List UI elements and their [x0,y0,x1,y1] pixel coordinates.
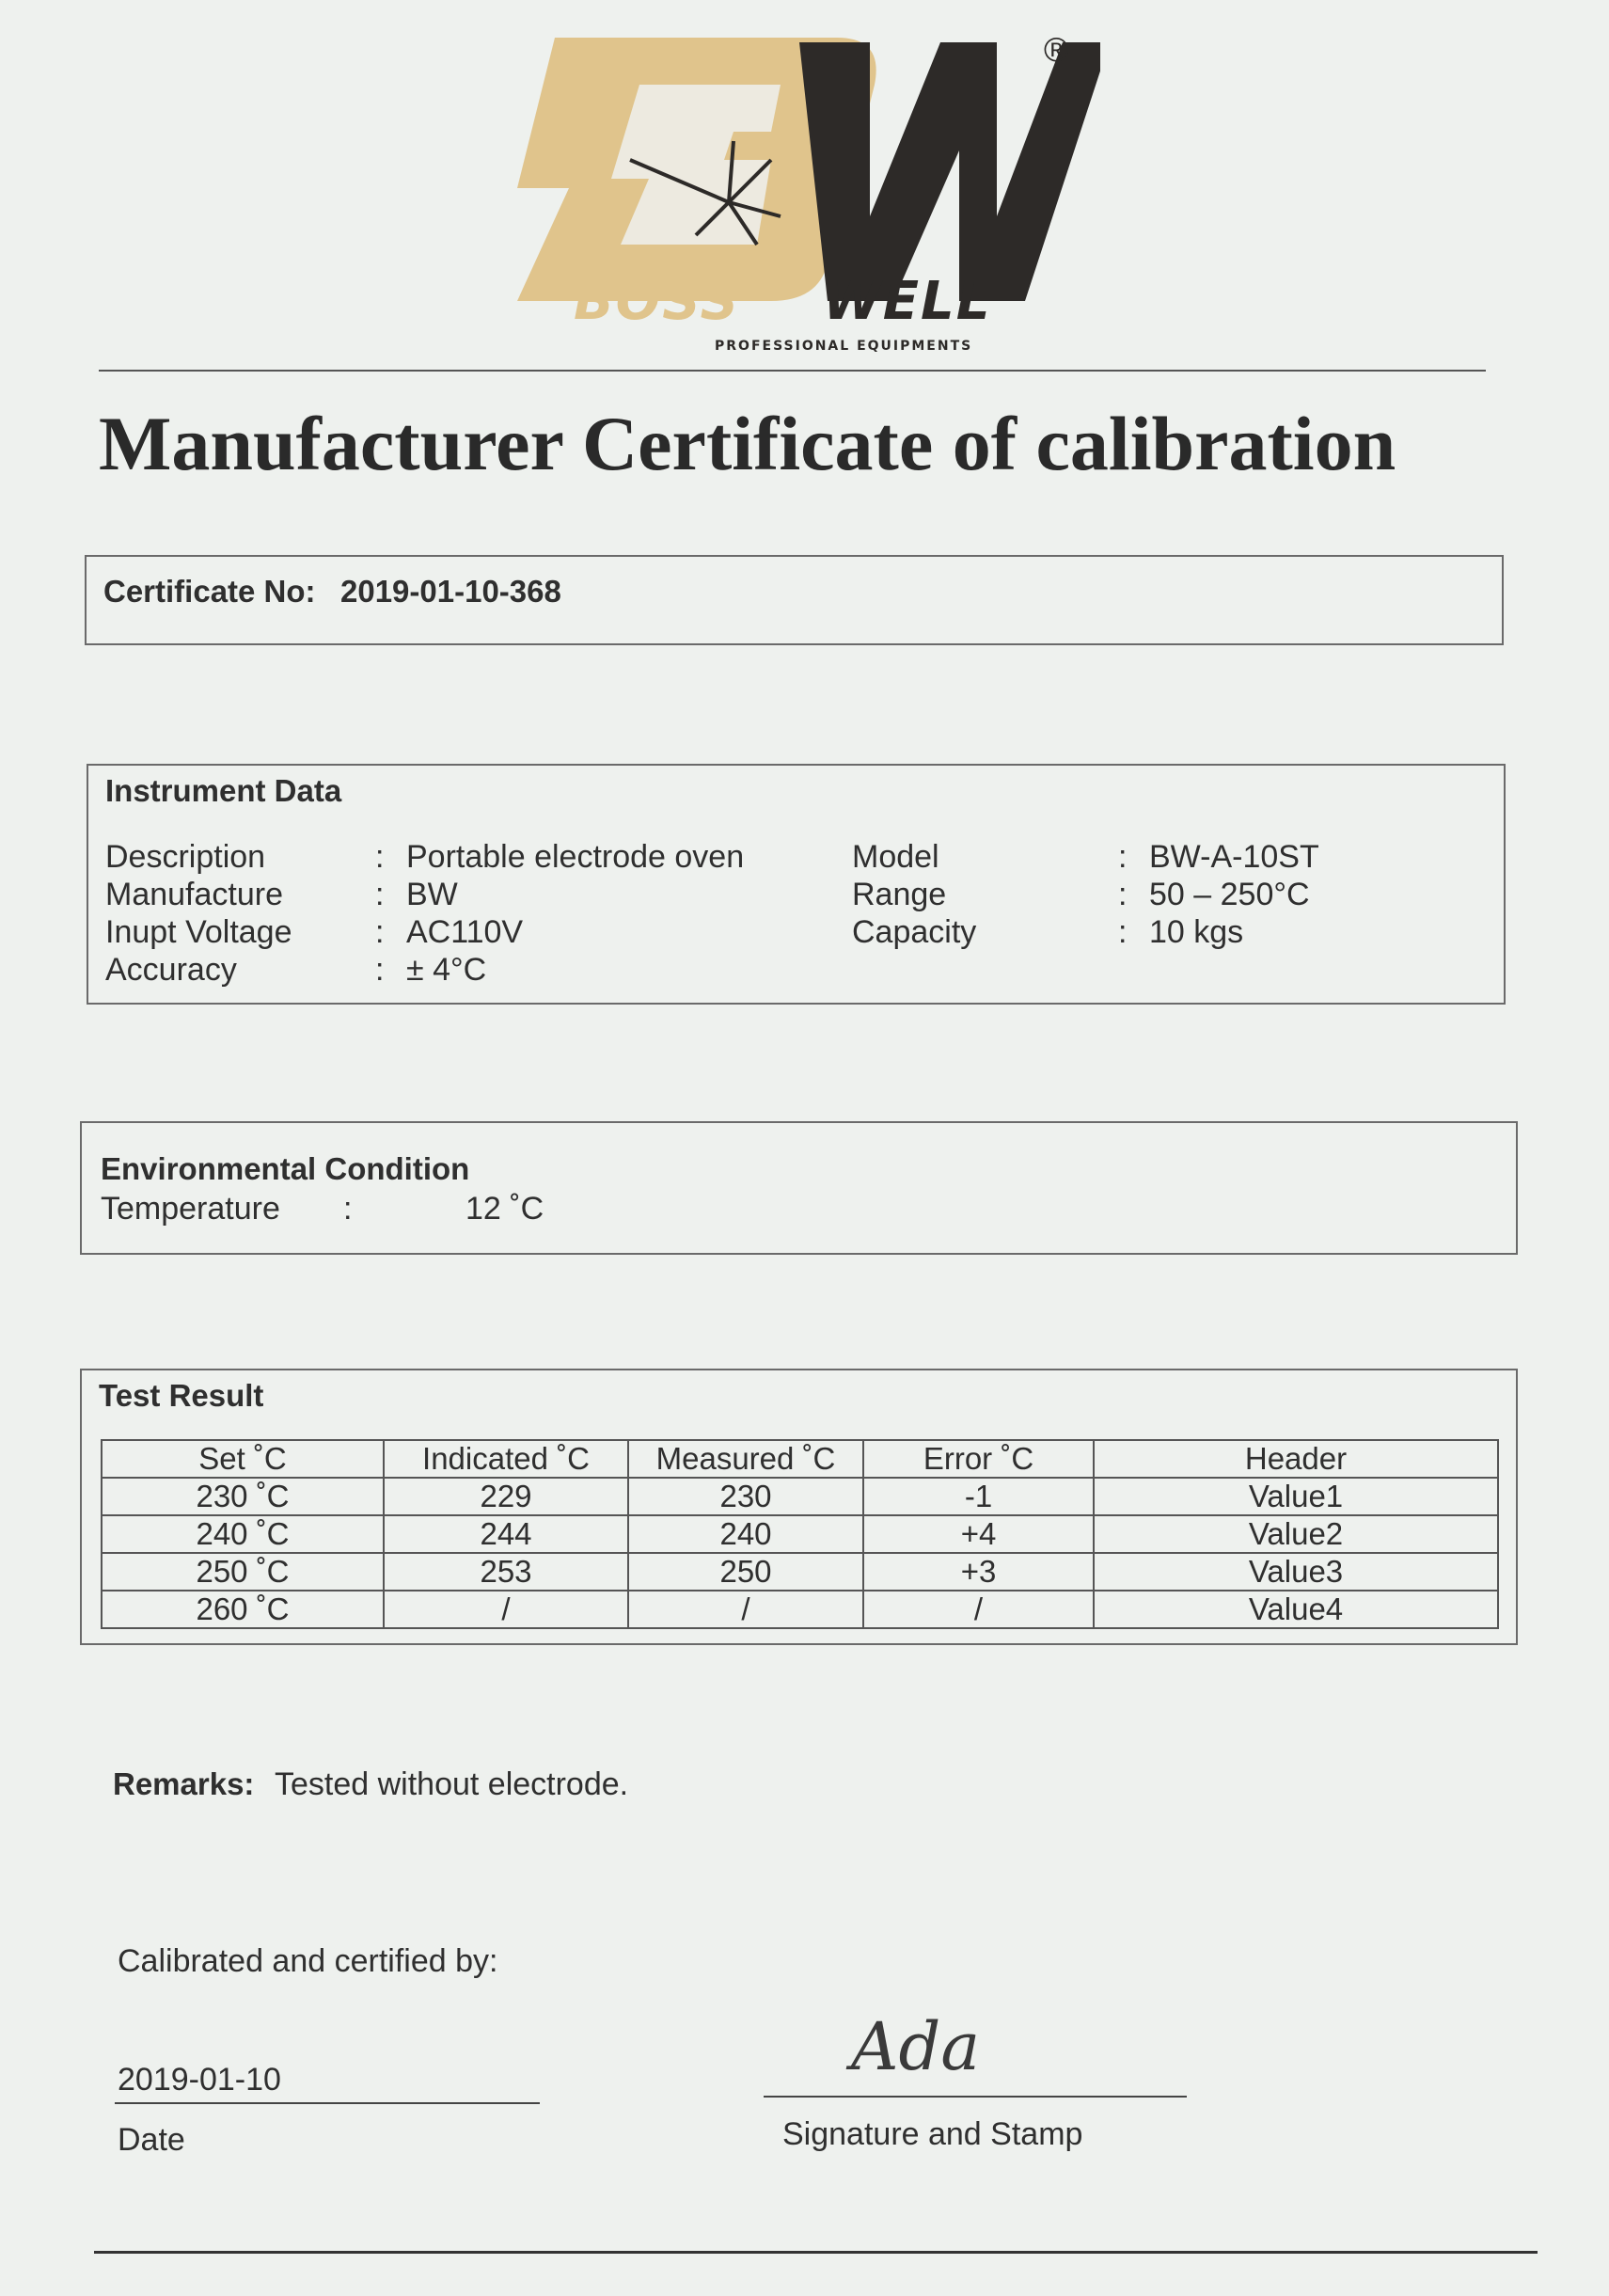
certified-label: Calibrated and certified by: [118,1943,498,1979]
table-cell: 240 ˚C [102,1515,384,1553]
table-row [102,1478,1498,1515]
instrument-separator: : [375,839,385,875]
test-result-table [101,1439,1499,1629]
instrument-heading: Instrument Data [105,773,342,808]
table-cell: / [628,1591,863,1628]
instrument-separator: : [1118,914,1128,950]
environment-heading: Environmental Condition [101,1151,470,1186]
instrument-label: Inupt Voltage [105,914,292,950]
instrument-label: Capacity [852,914,977,950]
table-cell: Value3 [1094,1553,1498,1591]
logo-tagline: PROFESSIONAL EQUIPMENTS [715,339,973,354]
environment-value: 12 ˚C [465,1191,544,1227]
table-cell: 253 [384,1553,628,1591]
table-cell: 260 ˚C [102,1591,384,1628]
table-cell: 230 [628,1478,863,1515]
table-cell: 229 [384,1478,628,1515]
logo-w-shape [799,42,1100,301]
table-cell: Value2 [1094,1515,1498,1553]
instrument-value: BW-A-10ST [1149,839,1319,875]
certificate-label: Certificate No: [103,574,316,609]
logo-wordmark [536,271,1063,332]
test-result-box [80,1369,1518,1645]
registered-mark: ® [1044,30,1069,69]
instrument-separator: : [375,914,385,950]
logo-brand-right: WELL [823,271,992,332]
table-row [102,1515,1498,1553]
table-row [102,1591,1498,1628]
table-cell: Value1 [1094,1478,1498,1515]
instrument-label: Description [105,839,266,875]
date-label: Date [118,2122,185,2158]
column-header: Indicated ˚C [384,1440,628,1478]
certificate-number: 2019-01-10-368 [340,574,561,609]
table-cell: +4 [863,1515,1094,1553]
environment-separator: : [343,1191,353,1227]
instrument-value: ± 4°C [406,952,487,988]
logo-brand-left: BOSS [574,271,740,332]
column-header: Measured ˚C [628,1440,863,1478]
table-cell: 250 [628,1553,863,1591]
instrument-value: 50 – 250°C [1149,877,1310,912]
instrument-data-box [87,764,1506,1005]
table-cell: / [384,1591,628,1628]
table-cell: 240 [628,1515,863,1553]
environment-box [80,1121,1518,1255]
test-heading: Test Result [99,1378,264,1413]
environment-label: Temperature [101,1191,280,1227]
table-row [102,1553,1498,1591]
instrument-value: 10 kgs [1149,914,1244,950]
instrument-value: BW [406,877,458,912]
date-line [115,2102,540,2104]
instrument-label: Accuracy [105,952,237,988]
table-cell: 230 ˚C [102,1478,384,1515]
table-cell: Value4 [1094,1591,1498,1628]
instrument-value: AC110V [406,914,524,950]
instrument-value: Portable electrode oven [406,839,745,875]
table-cell: 250 ˚C [102,1553,384,1591]
footer-divider [94,2251,1538,2254]
instrument-label: Range [852,877,947,912]
instrument-separator: : [375,952,385,988]
instrument-label: Model [852,839,939,875]
bw-logo-icon [498,28,1100,367]
table-cell: -1 [863,1478,1094,1515]
header-divider [99,370,1486,372]
signature: Ada [851,2008,981,2085]
signature-line [764,2096,1187,2098]
column-header: Header [1094,1440,1498,1478]
table-cell: / [863,1591,1094,1628]
page-title: Manufacturer Certificate of calibration [99,401,1396,486]
column-header: Error ˚C [863,1440,1094,1478]
signature-label: Signature and Stamp [782,2116,1083,2152]
table-cell: +3 [863,1553,1094,1591]
remarks-label: Remarks: [113,1766,255,1801]
instrument-separator: : [1118,839,1128,875]
column-header: Set ˚C [102,1440,384,1478]
instrument-separator: : [375,877,385,912]
instrument-separator: : [1118,877,1128,912]
table-cell: 244 [384,1515,628,1553]
certificate-box [85,555,1504,645]
table-header-row [102,1440,1498,1478]
date-value: 2019-01-10 [118,2062,281,2098]
remarks-text: Tested without electrode. [275,1766,629,1802]
instrument-label: Manufacture [105,877,283,912]
